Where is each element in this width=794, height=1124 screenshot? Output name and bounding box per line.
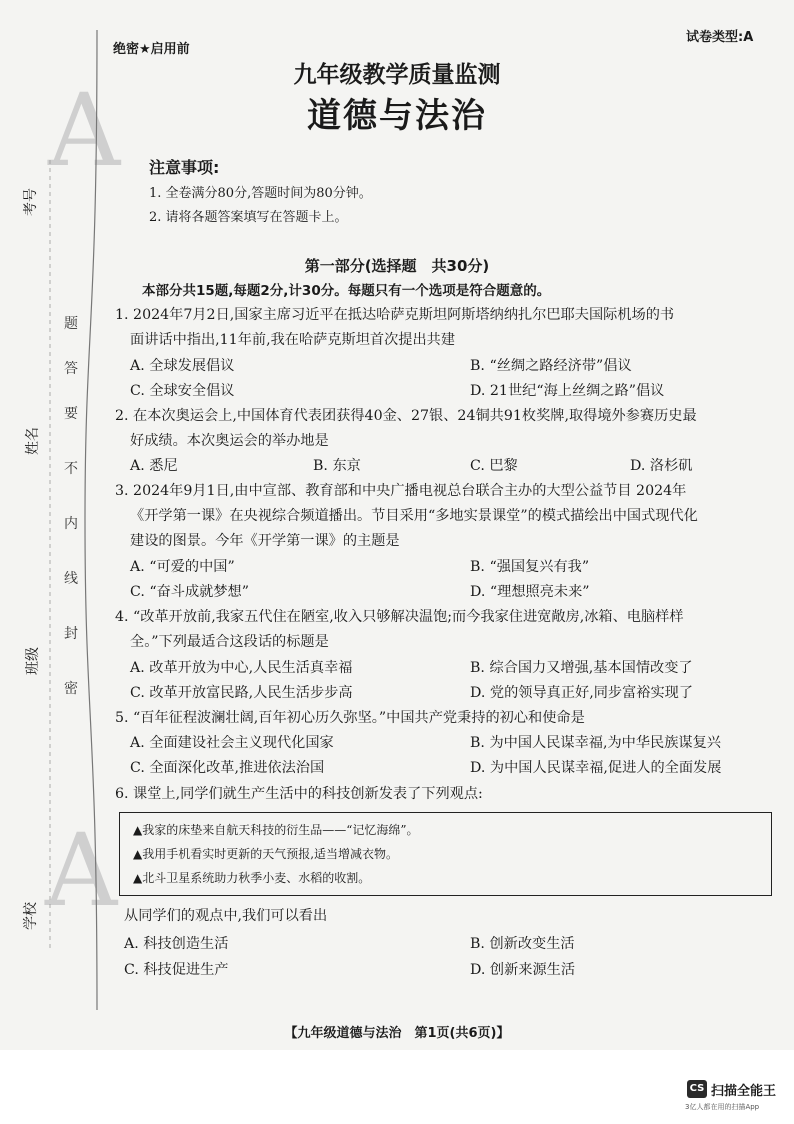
question-3-option-d: D. “理想照亮未来” xyxy=(470,584,590,600)
question-3-option-c: C. “奋斗成就梦想” xyxy=(130,584,250,600)
label-class: 班级 xyxy=(25,647,41,675)
question-1-option-d: D. 21世纪“海上丝绸之路”倡议 xyxy=(470,383,665,399)
exam-title: 九年级教学质量监测 xyxy=(293,62,501,88)
scanner-name: 扫描全能王 xyxy=(711,1084,777,1099)
paper-type: 试卷类型:A xyxy=(686,30,754,45)
watermark-a-top: A xyxy=(48,72,121,189)
seal-warning-char: 封 xyxy=(64,626,78,642)
student-views-box xyxy=(119,812,772,896)
question-5-option-b: B. 为中国人民谋幸福,为中华民族谋复兴 xyxy=(470,735,721,751)
notice-title: 注意事项: xyxy=(149,158,220,177)
scanner-tagline: 3亿人都在用的扫描App xyxy=(685,1103,760,1111)
notice-item: 1. 全卷满分80分,答题时间为80分钟。 xyxy=(149,186,372,201)
question-3-stem: 建设的图景。今年《开学第一课》的主题是 xyxy=(130,533,400,549)
question-4-option-b: B. 综合国力又增强,基本国情改变了 xyxy=(470,660,693,676)
question-6-followup: 从同学们的观点中,我们可以看出 xyxy=(124,908,328,924)
question-2-option-d: D. 洛杉矶 xyxy=(630,458,693,474)
section-title: 第一部分(选择题 共30分) xyxy=(304,257,490,275)
question-3-option-a: A. “可爱的中国” xyxy=(130,559,235,575)
question-1-option-b: B. “丝绸之路经济带”倡议 xyxy=(470,358,632,374)
question-2-stem: 好成绩。本次奥运会的举办地是 xyxy=(130,433,329,449)
question-5-option-a: A. 全面建设社会主义现代化国家 xyxy=(130,735,334,751)
question-4-option-d: D. 党的领导真正好,同步富裕实现了 xyxy=(470,685,694,701)
seal-warning-char: 密 xyxy=(64,681,78,697)
label-name: 姓名 xyxy=(25,427,41,455)
question-3-option-b: B. “强国复兴有我” xyxy=(470,559,590,575)
subject-title: 道德与法治 xyxy=(307,96,487,136)
question-6-option-c: C. 科技促进生产 xyxy=(124,962,229,978)
question-2-option-b: B. 东京 xyxy=(313,458,361,474)
label-exam-number: 考号 xyxy=(23,188,39,216)
question-1-stem: 1. 2024年7月2日,国家主席习近平在抵达哈萨克斯坦阿斯塔纳纳扎尔巴耶夫国际机场的书 xyxy=(115,307,675,323)
question-4-option-a: A. 改革开放为中心,人民生活真幸福 xyxy=(130,660,353,676)
notice-item: 2. 请将各题答案填写在答题卡上。 xyxy=(149,210,348,225)
question-4-stem: 全。”下列最适合这段话的标题是 xyxy=(130,634,329,650)
cs-logo-icon: CS xyxy=(687,1080,707,1098)
seal-warning-char: 线 xyxy=(64,571,78,587)
question-6-option-a: A. 科技创造生活 xyxy=(124,936,229,952)
seal-warning-char: 要 xyxy=(64,406,78,422)
page-footer: 【九年级道德与法治 第1页(共6页)】 xyxy=(284,1026,510,1041)
question-5-option-d: D. 为中国人民谋幸福,促进人的全面发展 xyxy=(470,760,722,776)
view-item: ▲我用手机看实时更新的天气预报,适当增减衣物。 xyxy=(133,847,399,861)
seal-warning-char: 题 xyxy=(64,316,78,332)
question-2-stem: 2. 在本次奥运会上,中国体育代表团获得40金、27银、24铜共91枚奖牌,取得境外参赛历史最 xyxy=(115,408,697,424)
secret-label: 绝密★启用前 xyxy=(113,42,190,57)
question-3-stem: 《开学第一课》在央视综合频道播出。节目采用“多地实景课堂”的模式描绘出中国式现代化 xyxy=(130,508,698,524)
question-5-stem: 5. “百年征程波澜壮阔,百年初心历久弥坚。”中国共产党秉持的初心和使命是 xyxy=(115,710,585,726)
question-6-option-b: B. 创新改变生活 xyxy=(470,936,575,952)
question-6-option-d: D. 创新来源生活 xyxy=(470,962,576,978)
question-6-stem: 6. 课堂上,同学们就生产生活中的科技创新发表了下列观点: xyxy=(115,786,483,802)
view-item: ▲北斗卫星系统助力秋季小麦、水稻的收割。 xyxy=(133,871,371,885)
question-3-stem: 3. 2024年9月1日,由中宣部、教育部和中央广播电视总台联合主办的大型公益节目 2024年 xyxy=(115,483,687,499)
question-5-option-c: C. 全面深化改革,推进依法治国 xyxy=(130,760,325,776)
view-item: ▲我家的床垫来自航天科技的衍生品——“记忆海绵”。 xyxy=(133,823,419,837)
question-2-option-a: A. 悉尼 xyxy=(130,458,178,474)
label-school: 学校 xyxy=(23,902,39,930)
question-1-stem: 面讲话中指出,11年前,我在哈萨克斯坦首次提出共建 xyxy=(130,332,456,348)
seal-warning-char: 不 xyxy=(64,461,78,477)
question-4-option-c: C. 改革开放富民路,人民生活步步高 xyxy=(130,685,353,701)
seal-warning-char: 内 xyxy=(64,516,78,532)
watermark-a-bottom: A xyxy=(45,812,118,929)
question-4-stem: 4. “改革开放前,我家五代住在陋室,收入只够解决温饱;而今我家住进宽敞房,冰箱、电脑样样 xyxy=(115,609,684,625)
seal-warning-char: 答 xyxy=(64,361,78,377)
question-1-option-a: A. 全球发展倡议 xyxy=(130,358,235,374)
question-1-option-c: C. 全球安全倡议 xyxy=(130,383,235,399)
question-2-option-c: C. 巴黎 xyxy=(470,458,518,474)
section-intro: 本部分共15题,每题2分,计30分。每题只有一个选项是符合题意的。 xyxy=(142,283,551,299)
